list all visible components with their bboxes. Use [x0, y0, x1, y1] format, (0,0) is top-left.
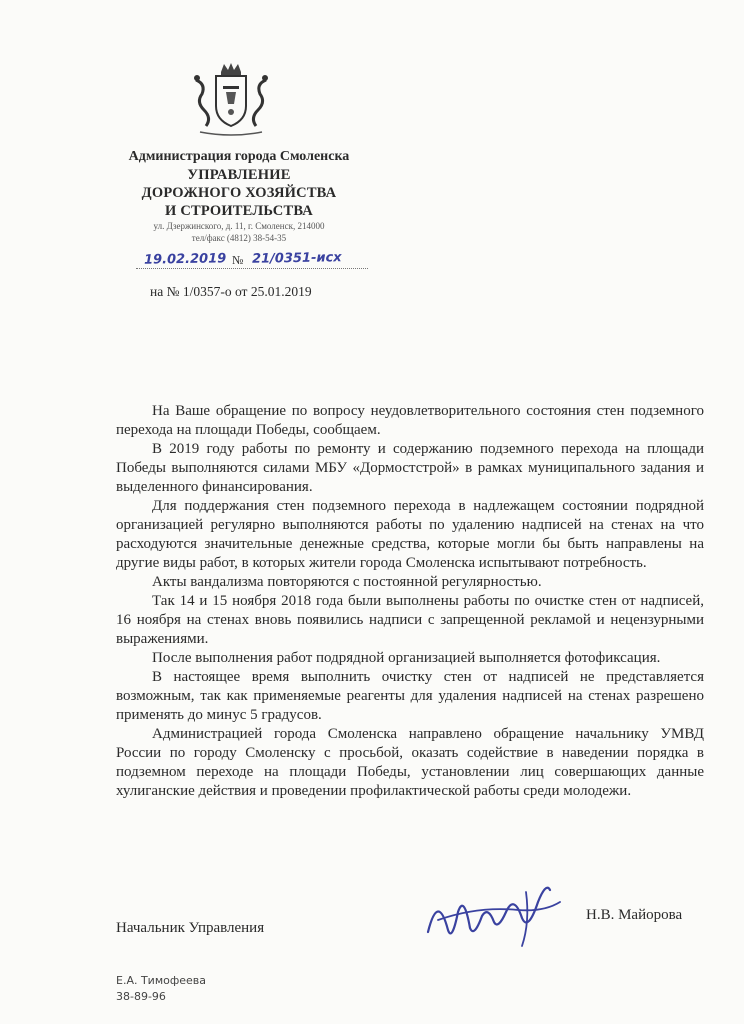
phone: тел/факс (4812) 38-54-35: [191, 233, 287, 243]
paragraph: Так 14 и 15 ноября 2018 года были выполнены работы по очистке стен от надписей, 16 ноября на стенах вновь появились надписи с запрещенной рекламой и нецензурными выражениями.: [116, 593, 704, 647]
executor-name: Е.А. Тимофеева: [116, 974, 207, 987]
handwritten-signature-icon: [418, 872, 568, 954]
signatory-title: Начальник Управления: [116, 920, 265, 936]
signatory-name: Н.В. Майорова: [586, 907, 683, 923]
department-line-1: УПРАВЛЕНИЕ: [187, 167, 291, 183]
paragraph: В настоящее время выполнить очистку стен от надписей не представляется возможным, так как применяемые реагенты для удаления надписей на стенах разрешено применять до минус 5 градусов.: [116, 669, 704, 723]
department-line-2: ДОРОЖНОГО ХОЗЯЙСТВА: [141, 185, 337, 201]
registration-number: 21/0351-исх: [251, 250, 342, 267]
registration-number-label: №: [232, 253, 244, 267]
letter-body: [116, 402, 704, 801]
paragraph: Акты вандализма повторяются с постоянной регулярностью.: [152, 574, 542, 590]
registration-date: 19.02.2019: [143, 251, 227, 268]
paragraph: Администрацией города Смоленска направлено обращение начальнику УМВД России по городу Смоленску с просьбой, оказать содействие в наведении порядка в подземном переходе на площади Победы, установлении лиц совершающих данные хулиганские действия и проведении профилактической работы среди молодежи.: [116, 726, 704, 799]
coat-of-arms-icon: [188, 62, 274, 140]
reference-number: на № 1/0357-о от 25.01.2019: [150, 284, 312, 299]
address: ул. Дзержинского, д. 11, г. Смоленск, 214000: [153, 221, 325, 231]
organization-name: Администрация города Смоленска: [128, 149, 350, 164]
paragraph: На Ваше обращение по вопросу неудовлетворительного состояния стен подземного перехода на площади Победы, сообщаем.: [116, 403, 704, 438]
executor-phone: 38-89-96: [116, 990, 166, 1003]
paragraph: После выполнения работ подрядной организацией выполняется фотофиксация.: [152, 650, 661, 666]
paragraph: В 2019 году работы по ремонту и содержанию подземного перехода на площади Победы выполняются силами МБУ «Дормостстрой» в рамках муниципального задания и выделенного финансирования.: [116, 441, 704, 495]
department-line-3: И СТРОИТЕЛЬСТВА: [165, 203, 313, 219]
paragraph: Для поддержания стен подземного перехода в надлежащем состоянии подрядной организацией регулярно выполняются работы по удалению надписей на стенах на что расходуются значительные денежные средства, которые могли бы быть направлены на другие виды работ, в которых жители города Смоленска испытывают потребность.: [116, 498, 704, 571]
